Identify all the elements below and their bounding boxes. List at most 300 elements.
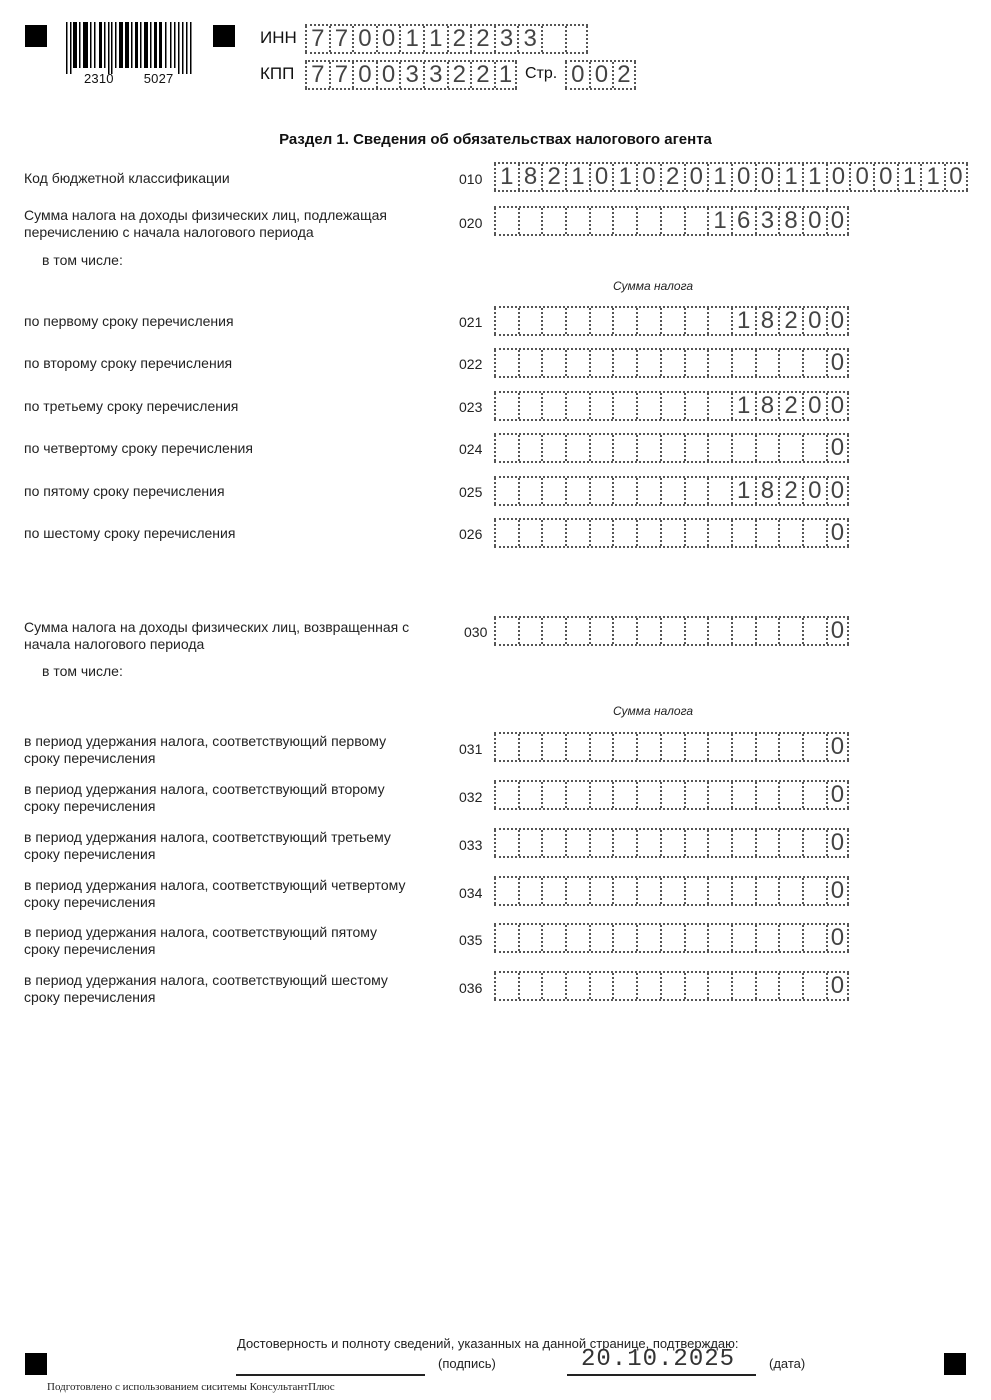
line-024-code: 024 [459,441,483,457]
line-035-field[interactable] [494,923,849,953]
including-label-1: в том числе: [42,252,123,268]
inn-label: ИНН [260,28,297,47]
line-032-code: 032 [459,789,483,805]
char-cell [565,782,589,808]
inn-field[interactable] [305,24,588,54]
char-cell: 2 [660,164,684,190]
char-cell [755,435,779,461]
char-cell: 3 [399,62,423,88]
char-cell [684,478,708,504]
char-cell [731,878,755,904]
line-030-label [24,619,409,653]
char-cell [636,734,660,760]
char-cell: 1 [423,26,447,52]
char-cell [802,878,826,904]
line-026-label: по шестому сроку перечисления [24,525,236,541]
line-032-label-1: в период удержания налога, соответствующий второму [24,781,385,797]
signature-line[interactable] [236,1374,425,1376]
line-033-label [24,829,391,863]
char-cell [565,973,589,999]
line-010-kbk-field[interactable] [494,162,968,192]
char-cell [612,308,636,334]
char-cell [707,350,731,376]
char-cell: 0 [802,308,826,334]
line-031-code: 031 [459,741,483,757]
line-036-field[interactable] [494,971,849,1001]
barcode [66,22,192,74]
char-cell [755,520,779,546]
char-cell [684,435,708,461]
char-cell [589,925,613,951]
char-cell [518,973,542,999]
char-cell: 0 [352,62,376,88]
line-021-code: 021 [459,314,483,330]
char-cell [660,208,684,234]
barcode-number-left: 2310 [84,71,114,86]
char-cell: 0 [826,478,850,504]
char-cell [636,878,660,904]
char-cell: 2 [778,478,802,504]
line-020-label-1: Сумма налога на доходы физических лиц, подлежащая [24,207,387,223]
char-cell [660,393,684,419]
char-cell [541,208,565,234]
char-cell [541,782,565,808]
char-cell [707,308,731,334]
char-cell [612,520,636,546]
char-cell [660,520,684,546]
line-030-field[interactable] [494,616,849,646]
char-cell [755,925,779,951]
line-031-label [24,733,386,767]
char-cell [589,782,613,808]
char-cell: 1 [731,478,755,504]
char-cell: 1 [565,164,589,190]
subhead-tax-amount-2: Сумма налога [613,704,694,718]
char-cell [541,830,565,856]
char-cell: 0 [944,164,968,190]
char-cell [518,478,542,504]
line-035-label [24,924,377,958]
char-cell [802,925,826,951]
char-cell [518,308,542,334]
char-cell [494,925,518,951]
char-cell [565,618,589,644]
line-034-field[interactable] [494,876,849,906]
char-cell [541,308,565,334]
char-cell [518,618,542,644]
char-cell [636,208,660,234]
line-035-label-1: в период удержания налога, соответствующий пятому [24,924,378,940]
char-cell [565,350,589,376]
char-cell [778,435,802,461]
char-cell [518,520,542,546]
char-cell [565,393,589,419]
char-cell: 0 [826,782,850,808]
including-label-2: в том числе: [42,663,123,679]
char-cell: 2 [778,308,802,334]
char-cell: 1 [494,62,518,88]
char-cell [707,973,731,999]
date-value[interactable]: 20.10.2025 [581,1346,736,1373]
char-cell: 0 [826,308,850,334]
line-034-code: 034 [459,885,483,901]
kpp-field[interactable] [305,60,517,90]
char-cell [778,925,802,951]
line-020-label [24,207,387,241]
char-cell: 1 [802,164,826,190]
char-cell: 1 [707,208,731,234]
line-020-field[interactable] [494,206,849,236]
char-cell: 0 [826,973,850,999]
char-cell: 8 [755,308,779,334]
line-010-code: 010 [459,171,483,187]
barcode-number-right: 5027 [143,71,174,86]
char-cell [589,973,613,999]
char-cell: 8 [778,208,802,234]
char-cell: 0 [826,520,850,546]
char-cell [612,393,636,419]
char-cell: 0 [826,618,850,644]
line-020-code: 020 [459,215,483,231]
char-cell [802,520,826,546]
line-034-label-2: сроку перечисления [24,894,156,910]
char-cell [518,435,542,461]
char-cell [589,478,613,504]
line-022-field[interactable] [494,348,849,378]
char-cell [731,350,755,376]
line-025-field[interactable] [494,476,849,506]
char-cell: 0 [636,164,660,190]
char-cell [684,618,708,644]
char-cell: 0 [826,830,850,856]
line-031-label-1: в период удержания налога, соответствующий первому [24,733,387,749]
char-cell [707,618,731,644]
line-024-field[interactable] [494,433,849,463]
line-033-label-2: сроку перечисления [24,846,156,862]
line-025-label: по пятому сроку перечисления [24,483,225,499]
char-cell [494,830,518,856]
char-cell [660,478,684,504]
char-cell [565,208,589,234]
char-cell [565,830,589,856]
char-cell: 1 [612,164,636,190]
char-cell: 0 [565,62,589,88]
char-cell [755,830,779,856]
line-032-label-2: сроку перечисления [24,798,156,814]
char-cell: 0 [826,164,850,190]
char-cell [636,618,660,644]
char-cell [565,26,589,52]
char-cell [518,925,542,951]
char-cell [731,618,755,644]
char-cell [684,782,708,808]
char-cell [684,878,708,904]
char-cell [660,830,684,856]
char-cell: 7 [329,26,353,52]
char-cell [612,973,636,999]
char-cell [636,308,660,334]
char-cell [589,208,613,234]
char-cell [565,478,589,504]
char-cell: 2 [447,26,471,52]
char-cell [636,435,660,461]
corner-marker-bottom-right [944,1353,966,1375]
char-cell: 0 [352,26,376,52]
char-cell: 0 [826,878,850,904]
char-cell [731,973,755,999]
line-023-field[interactable] [494,391,849,421]
char-cell [636,520,660,546]
char-cell [565,925,589,951]
char-cell [802,734,826,760]
line-036-label-2: сроку перечисления [24,989,156,1005]
char-cell [684,520,708,546]
char-cell [802,830,826,856]
char-cell [541,478,565,504]
char-cell [755,734,779,760]
char-cell [612,208,636,234]
char-cell [731,520,755,546]
char-cell [518,208,542,234]
char-cell [612,830,636,856]
char-cell [707,520,731,546]
char-cell [518,734,542,760]
char-cell [778,782,802,808]
line-031-label-2: сроку перечисления [24,750,156,766]
subhead-tax-amount-1: Сумма налога [613,279,694,293]
kpp-label: КПП [260,64,295,83]
char-cell [541,435,565,461]
char-cell [707,435,731,461]
char-cell [589,435,613,461]
char-cell [660,925,684,951]
char-cell: 0 [376,26,400,52]
barcode-numbers [84,71,173,86]
char-cell: 0 [873,164,897,190]
char-cell [707,734,731,760]
line-030-label-2: начала налогового периода [24,636,205,652]
line-020-label-2: перечислению с начала налогового периода [24,224,314,240]
char-cell [636,393,660,419]
char-cell: 0 [849,164,873,190]
char-cell: 8 [518,164,542,190]
char-cell: 0 [589,164,613,190]
char-cell [707,478,731,504]
char-cell [612,618,636,644]
char-cell [684,734,708,760]
char-cell [589,520,613,546]
char-cell [684,350,708,376]
char-cell: 0 [826,208,850,234]
char-cell [802,350,826,376]
char-cell: 2 [541,164,565,190]
char-cell [589,830,613,856]
char-cell [541,734,565,760]
char-cell [660,878,684,904]
char-cell [636,478,660,504]
char-cell: 3 [423,62,447,88]
char-cell [494,350,518,376]
line-023-label: по третьему сроку перечисления [24,398,239,414]
line-033-code: 033 [459,837,483,853]
char-cell: 1 [778,164,802,190]
char-cell: 0 [755,164,779,190]
char-cell: 0 [589,62,613,88]
char-cell [755,878,779,904]
char-cell [541,26,565,52]
line-031-field[interactable] [494,732,849,762]
char-cell [494,734,518,760]
char-cell [660,734,684,760]
char-cell [565,435,589,461]
line-021-label: по первому сроку перечисления [24,313,234,329]
char-cell [541,520,565,546]
line-035-label-2: сроку перечисления [24,941,156,957]
line-032-label [24,781,385,815]
char-cell [684,308,708,334]
char-cell [612,350,636,376]
char-cell: 1 [920,164,944,190]
char-cell: 8 [755,478,779,504]
char-cell: 7 [329,62,353,88]
line-034-label [24,877,405,911]
corner-marker-top-right [213,25,235,47]
char-cell [707,830,731,856]
char-cell [755,618,779,644]
char-cell: 7 [305,62,329,88]
char-cell: 8 [755,393,779,419]
char-cell: 3 [494,26,518,52]
char-cell [731,925,755,951]
char-cell [612,435,636,461]
char-cell [778,830,802,856]
char-cell [565,878,589,904]
signature-label: (подпись) [438,1356,496,1371]
char-cell [541,393,565,419]
line-030-code: 030 [464,624,488,640]
char-cell: 0 [376,62,400,88]
line-036-code: 036 [459,980,483,996]
char-cell [494,973,518,999]
char-cell [755,350,779,376]
line-036-label-1: в период удержания налога, соответствующий шестому [24,972,388,988]
page-number-field[interactable] [565,60,636,90]
confirmation-text: Достоверность и полноту сведений, указанных на данной странице, подтверждаю: [237,1336,739,1351]
char-cell: 0 [684,164,708,190]
char-cell: 0 [802,478,826,504]
char-cell [755,782,779,808]
char-cell [684,925,708,951]
prepared-note: Подготовлено с использованием сиситемы КонсультантПлюс [47,1381,335,1393]
char-cell [636,925,660,951]
line-026-code: 026 [459,526,483,542]
char-cell: 0 [802,208,826,234]
char-cell [612,478,636,504]
char-cell [802,618,826,644]
char-cell: 0 [826,734,850,760]
char-cell [494,435,518,461]
line-035-code: 035 [459,932,483,948]
char-cell [684,973,708,999]
char-cell: 2 [612,62,636,88]
char-cell [778,520,802,546]
char-cell [802,435,826,461]
char-cell: 0 [826,350,850,376]
char-cell [660,350,684,376]
corner-marker-top-left [25,25,47,47]
line-033-field[interactable] [494,828,849,858]
line-033-label-1: в период удержания налога, соответствующий третьему [24,829,391,845]
char-cell [589,393,613,419]
char-cell [731,782,755,808]
char-cell [565,308,589,334]
char-cell [636,350,660,376]
char-cell: 0 [802,393,826,419]
line-032-field[interactable] [494,780,849,810]
char-cell: 1 [494,164,518,190]
char-cell [589,878,613,904]
corner-marker-bottom-left [25,1353,47,1375]
char-cell [589,618,613,644]
char-cell [778,878,802,904]
char-cell [494,478,518,504]
char-cell [589,734,613,760]
char-cell [518,830,542,856]
line-025-code: 025 [459,484,483,500]
char-cell: 0 [826,393,850,419]
char-cell [541,973,565,999]
char-cell [707,878,731,904]
char-cell [612,734,636,760]
page-label: Стр. [525,65,558,82]
char-cell [707,393,731,419]
char-cell [802,782,826,808]
line-030-label-1: Сумма налога на доходы физических лиц, возвращенная с [24,619,410,635]
section-title: Раздел 1. Сведения об обязательствах налогового агента [279,131,712,148]
char-cell [494,520,518,546]
char-cell [494,208,518,234]
char-cell [518,782,542,808]
char-cell [684,208,708,234]
char-cell [541,925,565,951]
char-cell [565,734,589,760]
char-cell: 2 [778,393,802,419]
char-cell [494,618,518,644]
line-034-label-1: в период удержания налога, соответствующий четвертому [24,877,406,893]
char-cell: 0 [826,925,850,951]
char-cell [660,782,684,808]
line-022-code: 022 [459,356,483,372]
date-line [567,1374,756,1376]
char-cell [778,973,802,999]
char-cell: 0 [731,164,755,190]
char-cell [636,830,660,856]
char-cell: 2 [470,26,494,52]
char-cell: 6 [731,208,755,234]
char-cell: 1 [731,393,755,419]
char-cell [518,393,542,419]
char-cell [589,308,613,334]
char-cell [684,830,708,856]
char-cell: 0 [826,435,850,461]
line-021-field[interactable] [494,306,849,336]
char-cell [541,618,565,644]
char-cell [541,350,565,376]
char-cell [660,618,684,644]
line-026-field[interactable] [494,518,849,548]
char-cell [731,435,755,461]
char-cell [636,782,660,808]
